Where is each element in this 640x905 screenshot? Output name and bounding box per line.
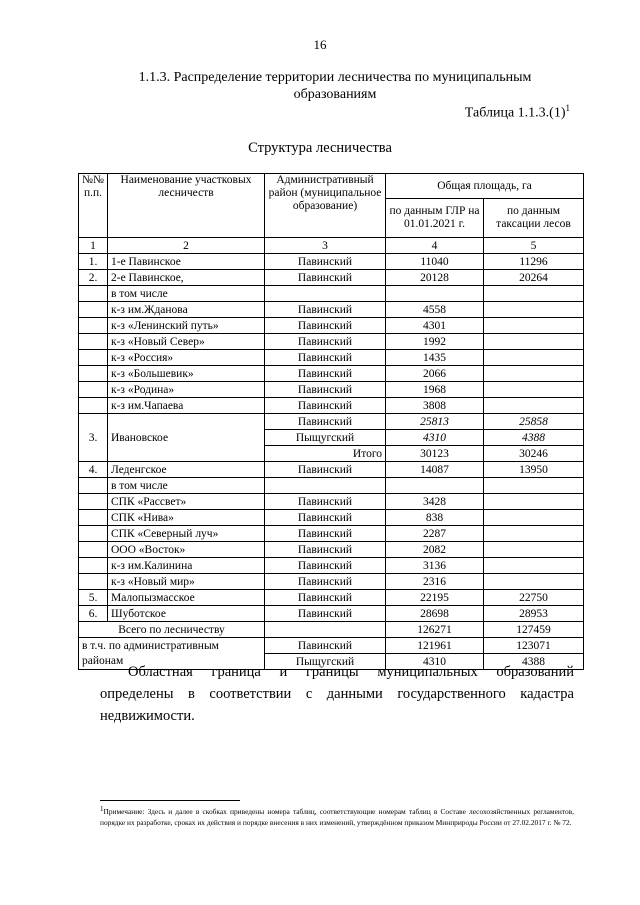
table-row <box>79 382 584 398</box>
row-area-glr: 4310 <box>386 654 484 670</box>
row-area-tax <box>484 398 584 414</box>
row-area-tax <box>484 526 584 542</box>
table-caption: Структура лесничества <box>248 140 392 156</box>
row-area-tax: 11296 <box>484 254 584 270</box>
row-name: к-з им.Калинина <box>108 558 265 574</box>
boundary-paragraph: Областная граница и границы муниципальных образований определены в соответствии с данными государственного кадастра недвижимости. <box>100 664 574 724</box>
total-tax: 127459 <box>484 622 584 638</box>
table-row <box>79 494 584 510</box>
total-district <box>265 622 386 638</box>
row-num <box>79 302 108 318</box>
row-district: Павинский <box>265 558 386 574</box>
row-name: к-з «Большевик» <box>108 366 265 382</box>
column-number: 4 <box>386 238 484 254</box>
row-name: к-з «Новый мир» <box>108 574 265 590</box>
row-district: Павинский <box>265 590 386 606</box>
row-num: 5. <box>79 590 108 606</box>
column-number: 5 <box>484 238 584 254</box>
row-district <box>265 286 386 302</box>
table-row <box>79 478 584 494</box>
row-name: Шуботское <box>108 606 265 622</box>
row-district: Павинский <box>265 638 386 654</box>
row-district: Павинский <box>265 270 386 286</box>
header-name: Наименование участковых лесничеств <box>108 174 265 238</box>
row-area-tax <box>484 382 584 398</box>
table-row <box>79 270 584 286</box>
row-num <box>79 574 108 590</box>
row-area-glr: 25813 <box>386 414 484 430</box>
row-area-glr: 121961 <box>386 638 484 654</box>
row-district: Павинский <box>265 414 386 430</box>
row-num <box>79 366 108 382</box>
row-district: Павинский <box>265 510 386 526</box>
row-area-tax: 4388 <box>484 654 584 670</box>
row-name: Леденгское <box>108 462 265 478</box>
ivanovskoe-name: Ивановское <box>108 414 265 462</box>
row-district: Павинский <box>265 254 386 270</box>
row-area-glr: 3428 <box>386 494 484 510</box>
total-glr: 126271 <box>386 622 484 638</box>
table-reference-label: Таблица 1.1.3.(1) <box>464 105 566 121</box>
row-area-glr <box>386 478 484 494</box>
row-name: Малопызмасское <box>108 590 265 606</box>
row-area-glr <box>386 286 484 302</box>
table-row <box>79 526 584 542</box>
row-area-glr: 1968 <box>386 382 484 398</box>
page-number: 16 <box>313 37 327 52</box>
row-district: Павинский <box>265 606 386 622</box>
row-district: Павинский <box>265 366 386 382</box>
row-area-glr: 3136 <box>386 558 484 574</box>
row-name: к-з им.Жданова <box>108 302 265 318</box>
row-district: Павинский <box>265 526 386 542</box>
table-row <box>79 286 584 302</box>
row-num <box>79 286 108 302</box>
table-row <box>79 590 584 606</box>
header-area-glr: по данным ГЛР на 01.01.2021 г. <box>386 199 484 238</box>
header-num: №№ п.п. <box>79 174 108 238</box>
footnote-text: Примечание: Здесь и далее в скобках приведены номера таблиц, соответствующие номерам таблиц в Составе лесохозяйственных регламентов, порядке их разработке, сроках их действия и порядке внесения в них изменений, утверждённом приказом Минприроды России от 27.02.2017 г. № 72. <box>100 807 574 827</box>
row-district: Павинский <box>265 542 386 558</box>
row-district: Павинский <box>265 350 386 366</box>
header-area-tax: по данным таксации лесов <box>484 199 584 238</box>
row-area-glr: 838 <box>386 510 484 526</box>
by-district-row <box>79 638 584 654</box>
row-area-glr: 14087 <box>386 462 484 478</box>
row-area-tax <box>484 334 584 350</box>
row-district: Пыщугский <box>265 654 386 670</box>
row-area-tax <box>484 318 584 334</box>
column-number: 2 <box>108 238 265 254</box>
footnote <box>100 804 574 828</box>
row-area-tax <box>484 494 584 510</box>
row-name: СПК «Рассвет» <box>108 494 265 510</box>
table-row <box>79 318 584 334</box>
row-area-glr: 2316 <box>386 574 484 590</box>
row-area-glr: 2066 <box>386 366 484 382</box>
row-area-glr: 1992 <box>386 334 484 350</box>
row-area-tax: 13950 <box>484 462 584 478</box>
row-district: Павинский <box>265 398 386 414</box>
row-num: 1. <box>79 254 108 270</box>
table-reference <box>465 103 570 122</box>
table-reference-footnote-mark: 1 <box>565 103 570 113</box>
table-row <box>79 462 584 478</box>
header-district: Административный район (муниципальное образование) <box>265 174 386 238</box>
header-area: Общая площадь, га <box>386 174 584 199</box>
total-label: Всего по лесничеству <box>79 622 265 638</box>
row-area-tax: 4388 <box>484 430 584 446</box>
column-number: 3 <box>265 238 386 254</box>
table-row <box>79 350 584 366</box>
row-name: 1-е Павинское <box>108 254 265 270</box>
row-area-glr: 4310 <box>386 430 484 446</box>
row-area-glr: 2082 <box>386 542 484 558</box>
row-name: к-з «Россия» <box>108 350 265 366</box>
row-num: 2. <box>79 270 108 286</box>
row-district: Пыщугский <box>265 430 386 446</box>
section-heading: 1.1.3. Распределение территории лесничества по муниципальным образованиям <box>138 70 532 102</box>
table-row <box>79 606 584 622</box>
row-num <box>79 318 108 334</box>
row-area-tax <box>484 478 584 494</box>
by-district-label-line1: в т.ч. по административным <box>79 638 265 654</box>
row-district: Павинский <box>265 574 386 590</box>
row-district: Павинский <box>265 318 386 334</box>
row-name: в том числе <box>108 286 265 302</box>
row-area-tax <box>484 574 584 590</box>
table-row <box>79 334 584 350</box>
row-num <box>79 494 108 510</box>
row-name: 2-е Павинское, <box>108 270 265 286</box>
footnote-separator <box>100 800 240 801</box>
row-area-tax: 28953 <box>484 606 584 622</box>
footnote-mark: 1 <box>100 805 104 813</box>
row-name: к-з «Ленинский путь» <box>108 318 265 334</box>
row-area-glr: 11040 <box>386 254 484 270</box>
row-name: к-з им.Чапаева <box>108 398 265 414</box>
row-num <box>79 398 108 414</box>
by-district-label-line2: районам <box>79 654 265 670</box>
row-area-tax: 25858 <box>484 414 584 430</box>
row-district: Павинский <box>265 462 386 478</box>
column-number-row <box>79 238 584 254</box>
ivanovskoe-total-label: Итого <box>265 446 386 462</box>
row-area-tax: 123071 <box>484 638 584 654</box>
table-row <box>79 542 584 558</box>
forestry-structure-table <box>78 173 584 670</box>
row-num <box>79 510 108 526</box>
row-num <box>79 334 108 350</box>
row-name: к-з «Новый Север» <box>108 334 265 350</box>
table-row <box>79 574 584 590</box>
row-name: СПК «Северный луч» <box>108 526 265 542</box>
row-area-tax: 22750 <box>484 590 584 606</box>
row-num <box>79 350 108 366</box>
row-area-tax <box>484 350 584 366</box>
row-name: СПК «Нива» <box>108 510 265 526</box>
row-area-glr: 1435 <box>386 350 484 366</box>
table-row <box>79 366 584 382</box>
ivanovskoe-total-glr: 30123 <box>386 446 484 462</box>
ivanovskoe-num: 3. <box>79 414 108 462</box>
table-row <box>79 510 584 526</box>
row-num <box>79 542 108 558</box>
row-area-tax <box>484 286 584 302</box>
row-area-tax <box>484 302 584 318</box>
row-name: к-з «Родина» <box>108 382 265 398</box>
ivanovskoe-total-tax: 30246 <box>484 446 584 462</box>
row-num <box>79 478 108 494</box>
row-area-tax <box>484 542 584 558</box>
row-num: 4. <box>79 462 108 478</box>
table-row <box>79 558 584 574</box>
row-area-glr: 28698 <box>386 606 484 622</box>
table-row <box>79 398 584 414</box>
row-area-glr: 2287 <box>386 526 484 542</box>
row-num <box>79 526 108 542</box>
row-area-glr: 20128 <box>386 270 484 286</box>
column-number: 1 <box>79 238 108 254</box>
row-area-glr: 4301 <box>386 318 484 334</box>
row-district: Павинский <box>265 382 386 398</box>
table-row <box>79 302 584 318</box>
ivanovskoe-row <box>79 414 584 430</box>
row-name: ООО «Восток» <box>108 542 265 558</box>
row-area-tax <box>484 366 584 382</box>
row-district: Павинский <box>265 494 386 510</box>
row-district <box>265 478 386 494</box>
row-area-glr: 22195 <box>386 590 484 606</box>
row-num <box>79 558 108 574</box>
row-area-glr: 4558 <box>386 302 484 318</box>
row-area-tax <box>484 510 584 526</box>
row-district: Павинский <box>265 334 386 350</box>
row-area-tax <box>484 558 584 574</box>
total-row <box>79 622 584 638</box>
row-area-tax: 20264 <box>484 270 584 286</box>
row-name: в том числе <box>108 478 265 494</box>
table-row <box>79 254 584 270</box>
row-num: 6. <box>79 606 108 622</box>
row-district: Павинский <box>265 302 386 318</box>
row-area-glr: 3808 <box>386 398 484 414</box>
row-num <box>79 382 108 398</box>
